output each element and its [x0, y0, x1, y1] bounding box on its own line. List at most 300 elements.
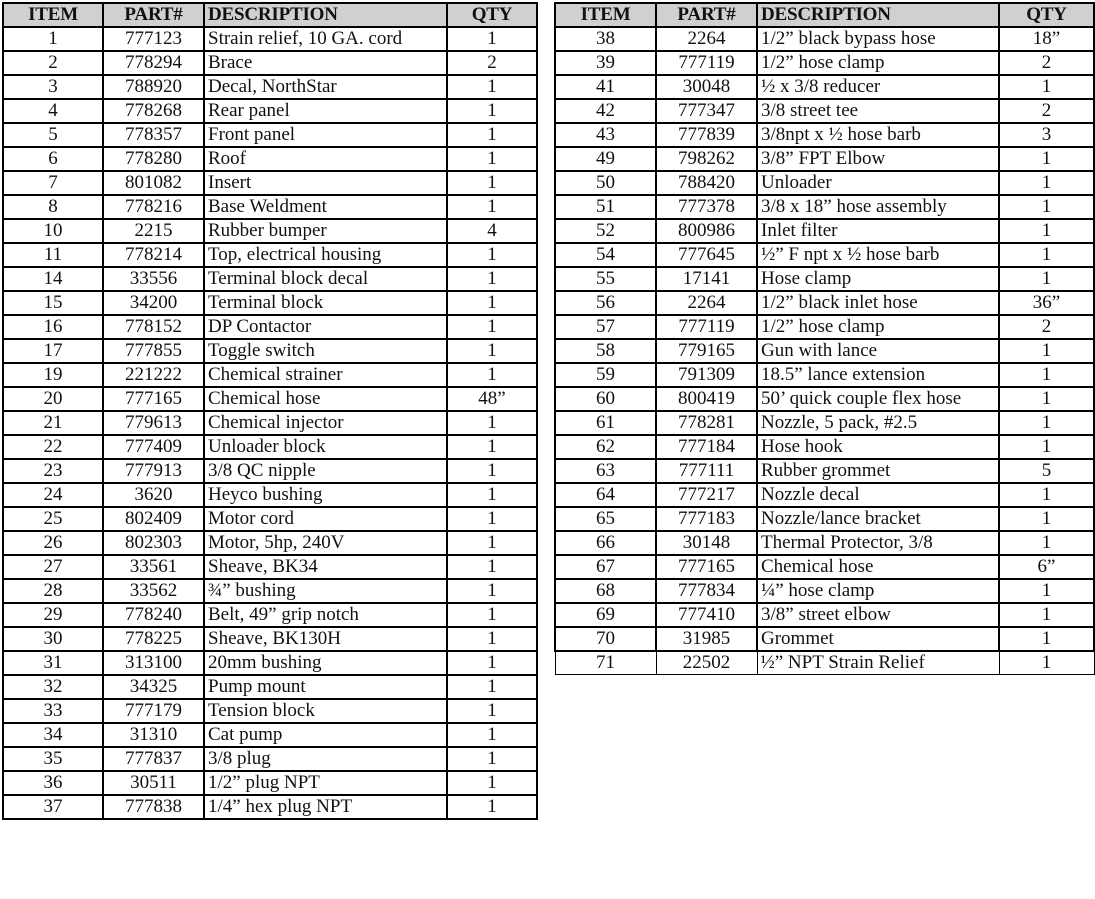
cell-description: 3/8npt x ½ hose barb	[757, 123, 999, 147]
cell-description: Terminal block decal	[204, 267, 447, 291]
table-row	[3, 339, 537, 363]
cell-item: 14	[3, 267, 103, 291]
cell-description: ½” NPT Strain Relief	[757, 651, 999, 675]
cell-part: 777913	[103, 459, 204, 483]
cell-item: 42	[555, 99, 656, 123]
cell-qty: 1	[999, 339, 1094, 363]
table-row	[3, 627, 537, 651]
cell-description: Heyco bushing	[204, 483, 447, 507]
cell-qty: 1	[447, 651, 537, 675]
cell-part: 777410	[656, 603, 757, 627]
cell-item: 24	[3, 483, 103, 507]
cell-description: Pump mount	[204, 675, 447, 699]
cell-qty: 1	[999, 147, 1094, 171]
table-row	[555, 651, 1094, 675]
header-item: ITEM	[3, 3, 103, 27]
cell-description: Brace	[204, 51, 447, 75]
cell-description: Roof	[204, 147, 447, 171]
cell-description: Front panel	[204, 123, 447, 147]
cell-description: 1/2” black bypass hose	[757, 27, 999, 51]
cell-qty: 1	[447, 603, 537, 627]
cell-item: 71	[555, 651, 656, 675]
cell-part: 777378	[656, 195, 757, 219]
table-row	[3, 171, 537, 195]
cell-description: Rear panel	[204, 99, 447, 123]
cell-description: 3/8 street tee	[757, 99, 999, 123]
cell-description: 1/4” hex plug NPT	[204, 795, 447, 819]
cell-qty: 1	[999, 243, 1094, 267]
cell-qty: 1	[447, 339, 537, 363]
table-row	[3, 147, 537, 171]
cell-item: 27	[3, 555, 103, 579]
cell-qty: 1	[999, 483, 1094, 507]
cell-qty: 1	[447, 171, 537, 195]
cell-qty: 36”	[999, 291, 1094, 315]
cell-item: 66	[555, 531, 656, 555]
cell-description: Nozzle, 5 pack, #2.5	[757, 411, 999, 435]
cell-item: 62	[555, 435, 656, 459]
cell-item: 70	[555, 627, 656, 651]
cell-description: Chemical injector	[204, 411, 447, 435]
cell-description: 1/2” hose clamp	[757, 51, 999, 75]
cell-item: 49	[555, 147, 656, 171]
cell-part: 778216	[103, 195, 204, 219]
cell-part: 33561	[103, 555, 204, 579]
cell-description: 3/8 plug	[204, 747, 447, 771]
cell-description: Sheave, BK130H	[204, 627, 447, 651]
cell-part: 30511	[103, 771, 204, 795]
cell-qty: 1	[999, 435, 1094, 459]
cell-part: 777119	[656, 315, 757, 339]
cell-qty: 1	[447, 291, 537, 315]
cell-description: ½” F npt x ½ hose barb	[757, 243, 999, 267]
cell-part: 777409	[103, 435, 204, 459]
cell-item: 16	[3, 315, 103, 339]
header-qty: QTY	[447, 3, 537, 27]
cell-qty: 4	[447, 219, 537, 243]
table-row	[3, 315, 537, 339]
cell-qty: 18”	[999, 27, 1094, 51]
cell-description: DP Contactor	[204, 315, 447, 339]
table-row	[3, 363, 537, 387]
cell-item: 58	[555, 339, 656, 363]
table-row	[3, 675, 537, 699]
cell-description: Insert	[204, 171, 447, 195]
table-row	[3, 75, 537, 99]
table-row	[555, 555, 1094, 579]
cell-qty: 1	[999, 363, 1094, 387]
cell-qty: 1	[447, 147, 537, 171]
cell-description: 3/8 x 18” hose assembly	[757, 195, 999, 219]
cell-item: 41	[555, 75, 656, 99]
cell-part: 791309	[656, 363, 757, 387]
cell-description: ½ x 3/8 reducer	[757, 75, 999, 99]
cell-qty: 2	[447, 51, 537, 75]
cell-item: 6	[3, 147, 103, 171]
cell-item: 60	[555, 387, 656, 411]
table-row	[555, 579, 1094, 603]
cell-part: 34200	[103, 291, 204, 315]
cell-qty: 1	[447, 795, 537, 819]
cell-qty: 1	[447, 747, 537, 771]
cell-qty: 1	[999, 531, 1094, 555]
table-row	[555, 603, 1094, 627]
cell-item: 21	[3, 411, 103, 435]
cell-item: 2	[3, 51, 103, 75]
cell-qty: 2	[999, 51, 1094, 75]
cell-qty: 1	[999, 603, 1094, 627]
table-row	[3, 195, 537, 219]
table-row	[555, 435, 1094, 459]
cell-part: 2264	[656, 291, 757, 315]
table-row	[555, 507, 1094, 531]
cell-item: 26	[3, 531, 103, 555]
cell-item: 20	[3, 387, 103, 411]
cell-part: 788420	[656, 171, 757, 195]
cell-description: Cat pump	[204, 723, 447, 747]
cell-description: ¼” hose clamp	[757, 579, 999, 603]
cell-part: 30148	[656, 531, 757, 555]
cell-part: 777217	[656, 483, 757, 507]
table-row	[3, 459, 537, 483]
table-row	[3, 795, 537, 819]
cell-part: 777837	[103, 747, 204, 771]
cell-part: 778240	[103, 603, 204, 627]
table-row	[555, 291, 1094, 315]
cell-qty: 1	[999, 651, 1094, 675]
cell-item: 5	[3, 123, 103, 147]
cell-qty: 1	[447, 531, 537, 555]
table-row	[3, 291, 537, 315]
cell-part: 778280	[103, 147, 204, 171]
cell-qty: 1	[999, 267, 1094, 291]
cell-description: Inlet filter	[757, 219, 999, 243]
cell-description: Nozzle/lance bracket	[757, 507, 999, 531]
cell-part: 800986	[656, 219, 757, 243]
cell-part: 777183	[656, 507, 757, 531]
cell-description: 1/2” hose clamp	[757, 315, 999, 339]
table-row	[555, 51, 1094, 75]
cell-part: 779613	[103, 411, 204, 435]
cell-item: 38	[555, 27, 656, 51]
table-row	[3, 27, 537, 51]
cell-qty: 1	[999, 387, 1094, 411]
cell-item: 43	[555, 123, 656, 147]
cell-description: 3/8” FPT Elbow	[757, 147, 999, 171]
cell-qty: 5	[999, 459, 1094, 483]
table-row	[3, 699, 537, 723]
cell-part: 777347	[656, 99, 757, 123]
cell-qty: 48”	[447, 387, 537, 411]
cell-item: 34	[3, 723, 103, 747]
cell-qty: 1	[999, 507, 1094, 531]
cell-description: Grommet	[757, 627, 999, 651]
cell-qty: 1	[447, 675, 537, 699]
cell-item: 39	[555, 51, 656, 75]
table-row	[3, 435, 537, 459]
table-row	[555, 387, 1094, 411]
cell-qty: 1	[999, 411, 1094, 435]
cell-part: 777179	[103, 699, 204, 723]
cell-qty: 1	[447, 699, 537, 723]
table-row	[3, 219, 537, 243]
cell-part: 778214	[103, 243, 204, 267]
cell-part: 778294	[103, 51, 204, 75]
parts-table-left	[2, 2, 538, 820]
cell-description: 1/2” black inlet hose	[757, 291, 999, 315]
cell-item: 69	[555, 603, 656, 627]
table-row	[3, 603, 537, 627]
cell-item: 32	[3, 675, 103, 699]
cell-description: 3/8 QC nipple	[204, 459, 447, 483]
parts-table-left-body	[3, 27, 537, 819]
table-row	[555, 315, 1094, 339]
cell-item: 52	[555, 219, 656, 243]
cell-item: 19	[3, 363, 103, 387]
cell-description: Chemical hose	[204, 387, 447, 411]
cell-item: 17	[3, 339, 103, 363]
cell-part: 777165	[103, 387, 204, 411]
cell-qty: 1	[447, 459, 537, 483]
table-row	[555, 219, 1094, 243]
table-row	[555, 171, 1094, 195]
cell-qty: 1	[447, 483, 537, 507]
cell-part: 777855	[103, 339, 204, 363]
cell-part: 777838	[103, 795, 204, 819]
cell-qty: 1	[447, 723, 537, 747]
cell-part: 779165	[656, 339, 757, 363]
cell-qty: 2	[999, 315, 1094, 339]
cell-item: 35	[3, 747, 103, 771]
cell-qty: 1	[447, 507, 537, 531]
cell-description: Motor cord	[204, 507, 447, 531]
cell-part: 3620	[103, 483, 204, 507]
cell-qty: 1	[447, 435, 537, 459]
cell-part: 802303	[103, 531, 204, 555]
cell-description: Toggle switch	[204, 339, 447, 363]
cell-qty: 1	[999, 579, 1094, 603]
cell-qty: 3	[999, 123, 1094, 147]
cell-description: Motor, 5hp, 240V	[204, 531, 447, 555]
table-row	[555, 27, 1094, 51]
cell-item: 59	[555, 363, 656, 387]
cell-description: Terminal block	[204, 291, 447, 315]
cell-part: 801082	[103, 171, 204, 195]
table-row	[555, 531, 1094, 555]
cell-part: 777839	[656, 123, 757, 147]
cell-qty: 1	[999, 219, 1094, 243]
cell-qty: 1	[999, 627, 1094, 651]
table-row	[3, 723, 537, 747]
cell-description: Tension block	[204, 699, 447, 723]
cell-item: 56	[555, 291, 656, 315]
cell-qty: 1	[447, 411, 537, 435]
cell-qty: 2	[999, 99, 1094, 123]
cell-description: ¾” bushing	[204, 579, 447, 603]
cell-description: Decal, NorthStar	[204, 75, 447, 99]
cell-qty: 6”	[999, 555, 1094, 579]
table-row	[3, 243, 537, 267]
cell-item: 54	[555, 243, 656, 267]
cell-qty: 1	[447, 99, 537, 123]
cell-item: 4	[3, 99, 103, 123]
cell-item: 1	[3, 27, 103, 51]
cell-part: 22502	[656, 651, 757, 675]
cell-qty: 1	[447, 267, 537, 291]
header-description: DESCRIPTION	[757, 3, 999, 27]
cell-part: 17141	[656, 267, 757, 291]
cell-part: 31310	[103, 723, 204, 747]
cell-qty: 1	[447, 123, 537, 147]
cell-qty: 1	[999, 75, 1094, 99]
cell-item: 61	[555, 411, 656, 435]
cell-item: 7	[3, 171, 103, 195]
cell-part: 778357	[103, 123, 204, 147]
table-row	[3, 483, 537, 507]
table-row	[3, 51, 537, 75]
cell-description: 18.5” lance extension	[757, 363, 999, 387]
table-row	[3, 771, 537, 795]
cell-item: 25	[3, 507, 103, 531]
cell-qty: 1	[447, 771, 537, 795]
cell-part: 221222	[103, 363, 204, 387]
cell-qty: 1	[447, 579, 537, 603]
header-row	[3, 3, 537, 27]
cell-part: 2264	[656, 27, 757, 51]
cell-item: 50	[555, 171, 656, 195]
header-part: PART#	[656, 3, 757, 27]
cell-qty: 1	[447, 75, 537, 99]
cell-part: 778225	[103, 627, 204, 651]
cell-item: 30	[3, 627, 103, 651]
table-row	[555, 627, 1094, 651]
cell-part: 2215	[103, 219, 204, 243]
table-row	[555, 339, 1094, 363]
cell-qty: 1	[447, 627, 537, 651]
table-row	[3, 99, 537, 123]
cell-part: 777834	[656, 579, 757, 603]
table-row	[555, 123, 1094, 147]
cell-part: 33562	[103, 579, 204, 603]
parts-table-right	[554, 2, 1095, 675]
cell-part: 30048	[656, 75, 757, 99]
cell-qty: 1	[447, 243, 537, 267]
cell-part: 777123	[103, 27, 204, 51]
cell-description: Top, electrical housing	[204, 243, 447, 267]
cell-part: 34325	[103, 675, 204, 699]
cell-description: Gun with lance	[757, 339, 999, 363]
cell-part: 31985	[656, 627, 757, 651]
cell-description: 1/2” plug NPT	[204, 771, 447, 795]
cell-description: Chemical hose	[757, 555, 999, 579]
header-item: ITEM	[555, 3, 656, 27]
table-row	[555, 411, 1094, 435]
cell-qty: 1	[999, 171, 1094, 195]
cell-description: Hose clamp	[757, 267, 999, 291]
cell-item: 29	[3, 603, 103, 627]
cell-item: 28	[3, 579, 103, 603]
cell-item: 63	[555, 459, 656, 483]
cell-qty: 1	[447, 555, 537, 579]
cell-item: 33	[3, 699, 103, 723]
cell-description: Thermal Protector, 3/8	[757, 531, 999, 555]
cell-qty: 1	[447, 315, 537, 339]
table-row	[555, 75, 1094, 99]
cell-item: 11	[3, 243, 103, 267]
cell-item: 36	[3, 771, 103, 795]
table-row	[3, 411, 537, 435]
cell-description: Unloader block	[204, 435, 447, 459]
cell-description: 3/8” street elbow	[757, 603, 999, 627]
table-row	[555, 243, 1094, 267]
table-row	[3, 387, 537, 411]
cell-description: Rubber bumper	[204, 219, 447, 243]
cell-item: 8	[3, 195, 103, 219]
cell-item: 51	[555, 195, 656, 219]
cell-description: Belt, 49” grip notch	[204, 603, 447, 627]
cell-part: 777119	[656, 51, 757, 75]
cell-description: Hose hook	[757, 435, 999, 459]
table-row	[3, 555, 537, 579]
table-row	[3, 579, 537, 603]
header-qty: QTY	[999, 3, 1094, 27]
cell-description: Strain relief, 10 GA. cord	[204, 27, 447, 51]
table-row	[555, 195, 1094, 219]
table-row	[3, 267, 537, 291]
cell-item: 3	[3, 75, 103, 99]
cell-item: 37	[3, 795, 103, 819]
cell-description: Unloader	[757, 171, 999, 195]
cell-item: 64	[555, 483, 656, 507]
cell-part: 313100	[103, 651, 204, 675]
cell-part: 777645	[656, 243, 757, 267]
cell-description: Sheave, BK34	[204, 555, 447, 579]
cell-qty: 1	[447, 27, 537, 51]
cell-item: 31	[3, 651, 103, 675]
cell-part: 778281	[656, 411, 757, 435]
cell-item: 15	[3, 291, 103, 315]
cell-part: 788920	[103, 75, 204, 99]
cell-part: 798262	[656, 147, 757, 171]
cell-part: 778268	[103, 99, 204, 123]
cell-item: 22	[3, 435, 103, 459]
cell-qty: 1	[999, 195, 1094, 219]
cell-description: Base Weldment	[204, 195, 447, 219]
cell-item: 23	[3, 459, 103, 483]
cell-part: 777111	[656, 459, 757, 483]
cell-part: 778152	[103, 315, 204, 339]
cell-item: 65	[555, 507, 656, 531]
table-row	[3, 531, 537, 555]
cell-part: 802409	[103, 507, 204, 531]
table-row	[555, 483, 1094, 507]
table-row	[555, 147, 1094, 171]
cell-qty: 1	[447, 363, 537, 387]
header-part: PART#	[103, 3, 204, 27]
cell-part: 33556	[103, 267, 204, 291]
cell-item: 10	[3, 219, 103, 243]
cell-description: 50’ quick couple flex hose	[757, 387, 999, 411]
cell-part: 777165	[656, 555, 757, 579]
cell-item: 55	[555, 267, 656, 291]
cell-description: Rubber grommet	[757, 459, 999, 483]
cell-description: 20mm bushing	[204, 651, 447, 675]
table-row	[3, 507, 537, 531]
table-row	[3, 123, 537, 147]
cell-item: 67	[555, 555, 656, 579]
cell-description: Nozzle decal	[757, 483, 999, 507]
header-description: DESCRIPTION	[204, 3, 447, 27]
